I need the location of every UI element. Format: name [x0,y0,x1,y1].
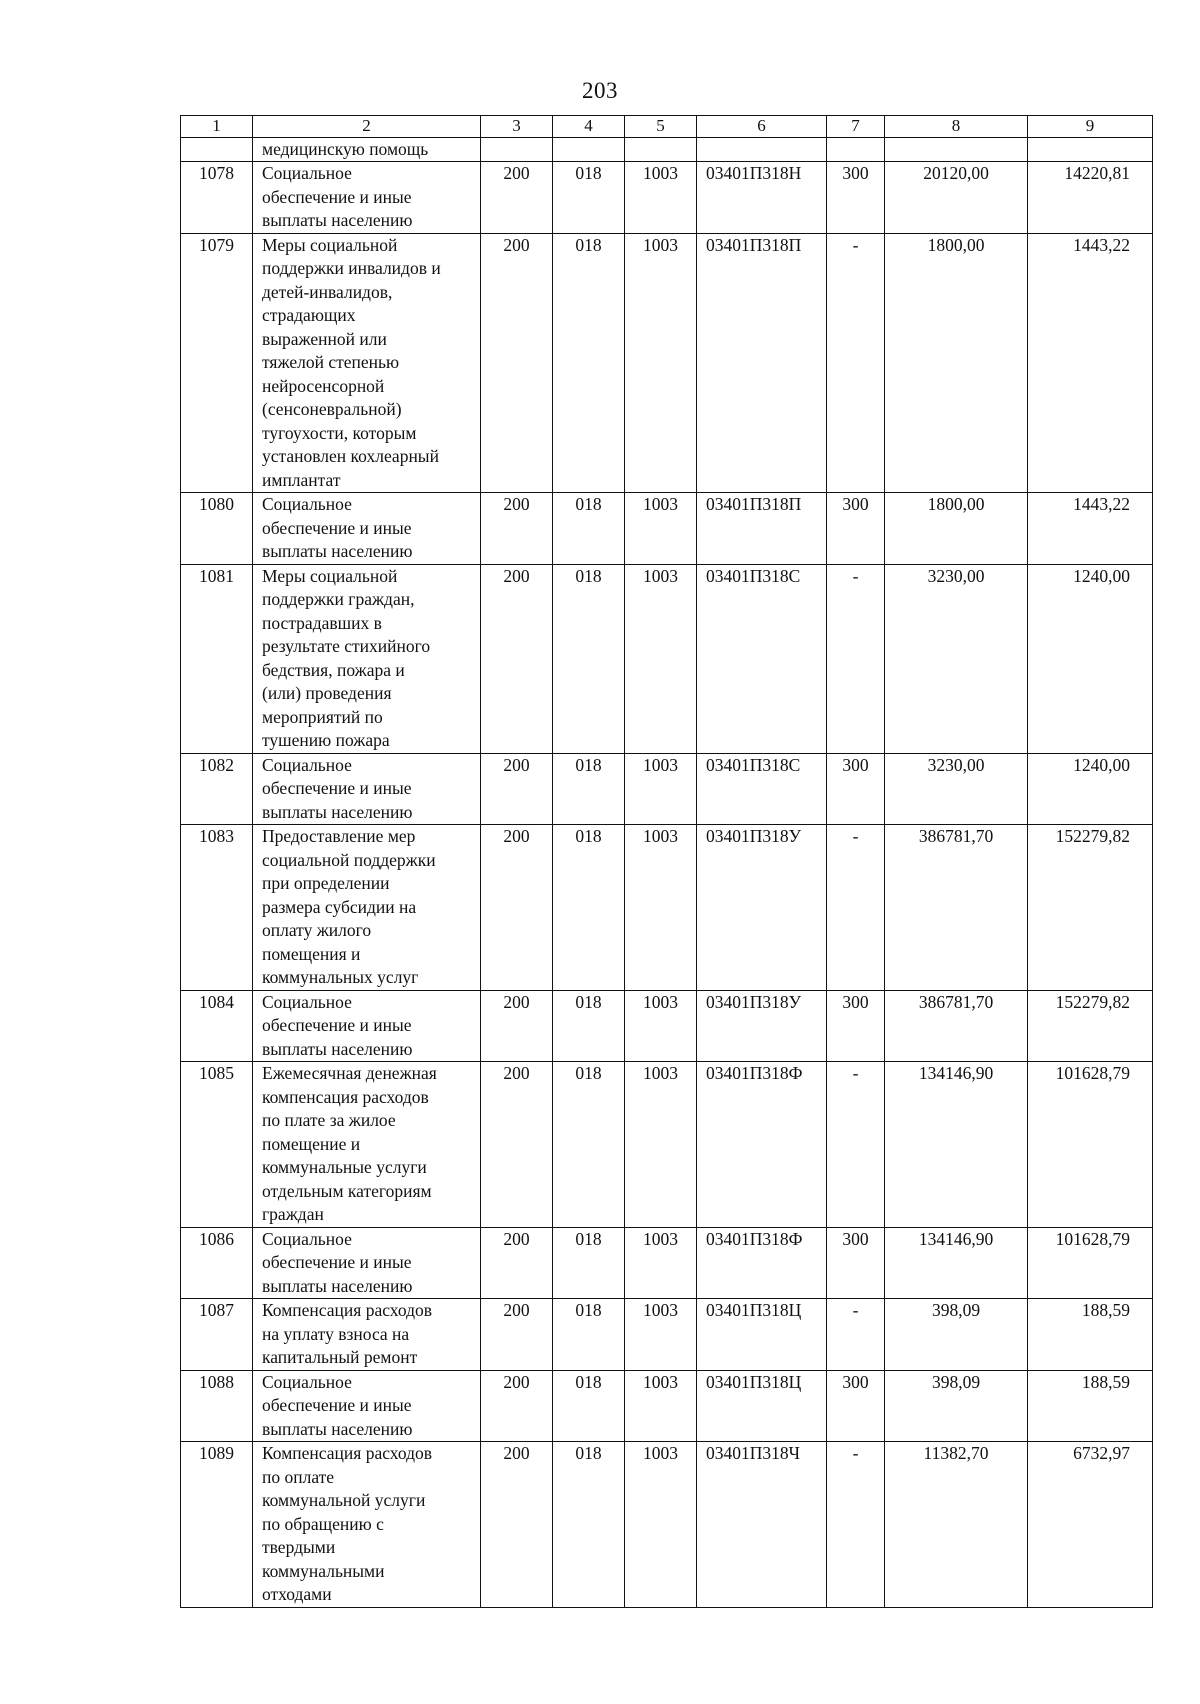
table-row [181,1442,1153,1608]
table-body [181,138,1153,1608]
row-number: 1089 [181,1442,253,1608]
cell-col-4: 018 [553,1299,625,1371]
cell-col-7: 300 [827,1227,885,1299]
cell-col-5: 1003 [625,564,697,753]
description-line: Компенсация расходов [262,1443,432,1463]
cell-col-8: 3230,00 [885,564,1028,753]
description-line: страдающих [262,305,356,325]
cell-col-7: 300 [827,990,885,1062]
cell-col-3: 200 [481,753,553,825]
table-row [181,493,1153,565]
description-line: оплату жилого [262,920,372,940]
cell-col-4: 018 [553,162,625,234]
cell-col-9: 101628,79 [1028,1227,1153,1299]
description-line: по обращению с [262,1513,384,1534]
cell-col-3: 200 [481,1227,553,1299]
description-line: Социальное [262,1228,352,1249]
cell-col-4: 018 [553,1370,625,1442]
row-number: 1080 [181,493,253,565]
description-line: мероприятий по [262,706,383,727]
cell-col-7: - [827,1062,885,1228]
cell-col-3: 200 [481,1442,553,1608]
description-line: результате стихийного [262,636,431,656]
cell-col-5: 1003 [625,233,697,493]
row-description [253,1062,481,1228]
description-line: отходами [262,1584,332,1604]
cell-col-7: 300 [827,162,885,234]
cell-col-9: 1240,00 [1028,753,1153,825]
description-line: обеспечение и иные [262,186,412,207]
cell-col-8: 20120,00 [885,162,1028,234]
description-line: Социальное [262,1371,352,1392]
cell-col-8: 398,09 [885,1370,1028,1442]
cell-col-4: 018 [553,990,625,1062]
cell-col-4: 018 [553,493,625,565]
column-header: 8 [885,116,1028,138]
table-row [181,1299,1153,1371]
cell-col-7: - [827,825,885,991]
description-line: обеспечение и иные [262,517,412,538]
cell-col-5: 1003 [625,990,697,1062]
cell-col-3: 200 [481,1370,553,1442]
column-header: 6 [697,116,827,138]
description-line: (или) проведения [262,683,392,703]
description-line: детей-инвалидов, [262,281,393,302]
cell-col-9: 152279,82 [1028,825,1153,991]
row-number: 1088 [181,1370,253,1442]
row-description [253,493,481,565]
description-line: твердыми [262,1537,336,1557]
row-description [253,1442,481,1608]
row-number: 1085 [181,1062,253,1228]
cell-col-3: 200 [481,233,553,493]
budget-table [180,115,1153,1608]
table-row [181,1062,1153,1228]
cell-col-7: - [827,564,885,753]
cell-col-9: 6732,97 [1028,1442,1153,1608]
description-line: Меры социальной [262,565,398,586]
cell-col-7: - [827,233,885,493]
description-line: коммунальной услуги [262,1490,426,1510]
description-line: размера субсидии на [262,896,417,917]
description-line: тушению пожара [262,730,390,750]
column-header: 5 [625,116,697,138]
row-description [253,990,481,1062]
cell-col-6: 03401П318Ф [697,1227,827,1299]
cell-col-7: 300 [827,1370,885,1442]
table-row [181,1370,1153,1442]
row-number: 1082 [181,753,253,825]
cell-col-3: 200 [481,162,553,234]
description-line: коммунальными [262,1560,385,1581]
row-number: 1084 [181,990,253,1062]
cell-col-6: 03401П318С [697,753,827,825]
row-description [253,564,481,753]
description-line: Социальное [262,754,352,775]
cell-col-8: 1800,00 [885,493,1028,565]
description-line: обеспечение и иные [262,778,412,798]
page-number: 203 [582,78,618,103]
description-line: установлен кохлеарный [262,446,439,466]
row-number: 1083 [181,825,253,991]
description-line: пострадавших в [262,612,382,633]
cell-col-8: 11382,70 [885,1442,1028,1608]
cell-col-7: 300 [827,493,885,565]
column-header: 1 [181,116,253,138]
description-line: поддержки граждан, [262,589,415,609]
table-row [181,825,1153,991]
carry-over-text: медицинскую помощь [253,138,481,162]
description-line: выплаты населению [262,1038,413,1059]
cell-col-9: 152279,82 [1028,990,1153,1062]
cell-col-6: 03401П318Ч [697,1442,827,1608]
row-description [253,162,481,234]
description-line: отдельным категориям [262,1180,432,1201]
row-number: 1081 [181,564,253,753]
cell-col-9: 188,59 [1028,1299,1153,1371]
column-header: 9 [1028,116,1153,138]
row-number: 1086 [181,1227,253,1299]
column-header: 3 [481,116,553,138]
description-line: тяжелой степенью [262,352,400,372]
description-line: помещения и [262,943,361,964]
description-line: обеспечение и иные [262,1252,412,1272]
cell-col-5: 1003 [625,753,697,825]
description-line: обеспечение и иные [262,1395,412,1415]
cell-col-9: 1240,00 [1028,564,1153,753]
table-row [181,564,1153,753]
cell-col-6: 03401П318П [697,493,827,565]
description-line: обеспечение и иные [262,1015,412,1035]
cell-col-5: 1003 [625,1370,697,1442]
description-line: компенсация расходов [262,1086,429,1107]
description-line: выплаты населению [262,801,413,822]
description-line: граждан [262,1204,324,1224]
cell-col-5: 1003 [625,1299,697,1371]
description-line: выплаты населению [262,541,413,561]
cell-col-4: 018 [553,1062,625,1228]
cell-col-6: 03401П318С [697,564,827,753]
cell-col-4: 018 [553,564,625,753]
cell-col-4: 018 [553,753,625,825]
cell-col-6: 03401П318Ц [697,1299,827,1371]
cell-col-8: 134146,90 [885,1227,1028,1299]
cell-col-8: 386781,70 [885,990,1028,1062]
row-description [253,753,481,825]
description-line: помещение и [262,1133,361,1154]
description-line: тугоухости, которым [262,422,417,443]
cell-col-9: 14220,81 [1028,162,1153,234]
cell-col-3: 200 [481,825,553,991]
description-line: Компенсация расходов [262,1300,432,1320]
cell-col-6: 03401П318Н [697,162,827,234]
description-line: выплаты населению [262,210,413,230]
cell-col-3: 200 [481,990,553,1062]
table-header [181,116,1153,138]
cell-col-8: 134146,90 [885,1062,1028,1228]
row-number: 1078 [181,162,253,234]
table-row [181,753,1153,825]
cell-col-9: 1443,22 [1028,233,1153,493]
cell-col-7: - [827,1299,885,1371]
cell-col-6: 03401П318П [697,233,827,493]
cell-col-4: 018 [553,233,625,493]
description-line: выплаты населению [262,1418,413,1439]
cell-col-5: 1003 [625,1442,697,1608]
description-line: нейросенсорной [262,375,385,396]
cell-col-6: 03401П318Ц [697,1370,827,1442]
cell-col-6: 03401П318Ф [697,1062,827,1228]
cell-col-4: 018 [553,1442,625,1608]
cell-col-9: 101628,79 [1028,1062,1153,1228]
table-row [181,162,1153,234]
cell-col-7: 300 [827,753,885,825]
cell-col-6: 03401П318У [697,990,827,1062]
description-line: по оплате [262,1466,335,1487]
cell-col-4: 018 [553,825,625,991]
cell-col-9: 1443,22 [1028,493,1153,565]
description-line: имплантат [262,469,341,490]
description-line: коммунальные услуги [262,1157,427,1177]
description-line: Социальное [262,494,352,514]
cell-col-3: 200 [481,493,553,565]
row-description [253,233,481,493]
description-line: Социальное [262,991,352,1012]
description-line: коммунальных услуг [262,967,419,987]
column-header: 2 [253,116,481,138]
table-row [181,1227,1153,1299]
column-header: 7 [827,116,885,138]
description-line: социальной поддержки [262,849,436,870]
column-header: 4 [553,116,625,138]
description-line: Ежемесячная денежная [262,1063,437,1083]
row-description [253,1227,481,1299]
cell-col-4: 018 [553,1227,625,1299]
cell-col-6: 03401П318У [697,825,827,991]
cell-col-8: 3230,00 [885,753,1028,825]
row-description [253,1299,481,1371]
cell-col-9: 188,59 [1028,1370,1153,1442]
description-line: (сенсоневральной) [262,399,402,419]
cell-col-3: 200 [481,1299,553,1371]
cell-col-5: 1003 [625,825,697,991]
carry-over-row [181,138,1153,162]
description-line: капитальный ремонт [262,1347,418,1367]
description-line: поддержки инвалидов и [262,258,441,278]
row-number: 1079 [181,233,253,493]
description-line: бедствия, пожара и [262,659,405,680]
description-line: по плате за жилое [262,1110,396,1130]
cell-col-5: 1003 [625,1227,697,1299]
cell-col-5: 1003 [625,162,697,234]
description-line: Социальное [262,163,352,183]
row-number: 1087 [181,1299,253,1371]
cell-col-8: 386781,70 [885,825,1028,991]
description-line: выплаты населению [262,1275,413,1296]
cell-col-8: 1800,00 [885,233,1028,493]
description-line: выраженной или [262,328,387,349]
cell-col-5: 1003 [625,1062,697,1228]
table-row [181,233,1153,493]
cell-col-3: 200 [481,564,553,753]
cell-col-3: 200 [481,1062,553,1228]
row-description [253,825,481,991]
cell-col-8: 398,09 [885,1299,1028,1371]
description-line: на уплату взноса на [262,1323,410,1344]
cell-col-5: 1003 [625,493,697,565]
cell-col-7: - [827,1442,885,1608]
row-description [253,1370,481,1442]
description-line: Меры социальной [262,234,398,255]
description-line: Предоставление мер [262,826,416,846]
table-row [181,990,1153,1062]
description-line: при определении [262,873,390,893]
